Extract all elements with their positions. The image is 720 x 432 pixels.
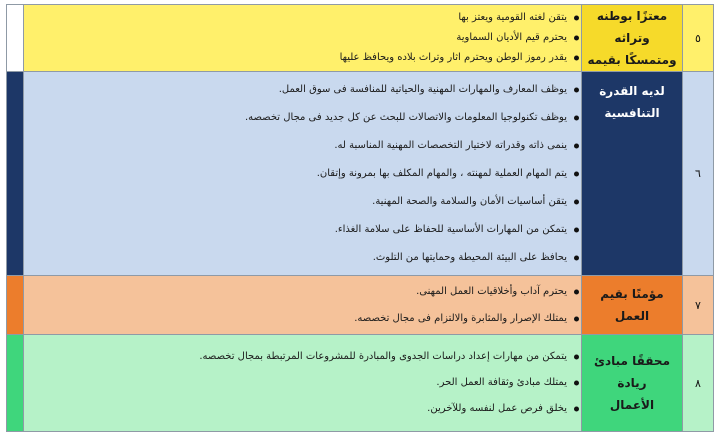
list-item: يحترم آداب وأخلاقيات العمل المهنى.	[24, 278, 581, 305]
list-item: ينمى ذاته وقدراته لاختيار التخصصات المهنية المناسبة له.	[24, 132, 581, 160]
competency-title-line: الأعمال	[609, 398, 655, 412]
side-strip	[7, 335, 24, 432]
competency-title	[582, 5, 683, 72]
competency-title	[582, 276, 683, 335]
indicator-list	[24, 278, 581, 332]
list-item: يتم المهام العملية لمهنته ، والمهام المكلف بها بمرونة وإتقان.	[24, 160, 581, 188]
indicator-list	[24, 76, 581, 272]
indicators-cell	[24, 335, 582, 432]
indicators-cell	[24, 5, 582, 72]
list-item: يتقن أساسيات الأمان والسلامة والصحة المهنية.	[24, 188, 581, 216]
list-item: يخلق فرص عمل لنفسه وللآخرين.	[24, 396, 581, 422]
side-strip	[7, 72, 24, 276]
list-item: يتقن لغته القومية ويعتز بها	[24, 8, 581, 28]
competency-title	[582, 335, 683, 432]
competency-title-line: معتزًا بوطنه وتراثه	[596, 9, 668, 45]
row-number: ٨	[683, 335, 714, 432]
competency-title-line: مؤمنًا بقيم العمل	[600, 287, 664, 323]
row-number: ٦	[683, 72, 714, 276]
side-strip	[7, 5, 24, 72]
list-item: يحافظ على البيئة المحيطة وحمايتها من التلوث.	[24, 244, 581, 272]
competency-title-line: محققًا مبادئ ريادة	[593, 354, 671, 390]
list-item: يحترم قيم الأديان السماوية	[24, 28, 581, 48]
indicators-cell	[24, 72, 582, 276]
list-item: يوظف المعارف والمهارات المهنية والحياتية للمنافسة فى سوق العمل.	[24, 76, 581, 104]
competencies-table	[6, 4, 714, 432]
competency-title-line: ومتمسكًا بقيمه	[587, 53, 677, 67]
indicators-cell	[24, 276, 582, 335]
table-row-7	[7, 276, 714, 335]
list-item: يتمكن من مهارات إعداد دراسات الجدوى والمبادرة للمشروعات المرتبطة بمجال تخصصه.	[24, 344, 581, 370]
row-number: ٥	[683, 5, 714, 72]
row-number: ٧	[683, 276, 714, 335]
competency-title	[582, 72, 683, 276]
table-row-5	[7, 5, 714, 72]
table-row-8	[7, 335, 714, 432]
indicator-list	[24, 344, 581, 422]
indicator-list	[24, 8, 581, 68]
list-item: يمتلك مبادئ وثقافة العمل الحر.	[24, 370, 581, 396]
competency-title-line: لديه القدرة التنافسية	[599, 84, 665, 120]
list-item: يوظف تكنولوجيا المعلومات والاتصالات للبحث عن كل جديد فى مجال تخصصه.	[24, 104, 581, 132]
list-item: يمتلك الإصرار والمثابرة والالتزام فى مجال تخصصه.	[24, 305, 581, 332]
list-item: يقدر رموز الوطن ويحترم اثار وتراث بلاده ويحافظ عليها	[24, 48, 581, 68]
side-strip	[7, 276, 24, 335]
list-item: يتمكن من المهارات الأساسية للحفاظ على سلامة الغذاء.	[24, 216, 581, 244]
table-row-6	[7, 72, 714, 276]
